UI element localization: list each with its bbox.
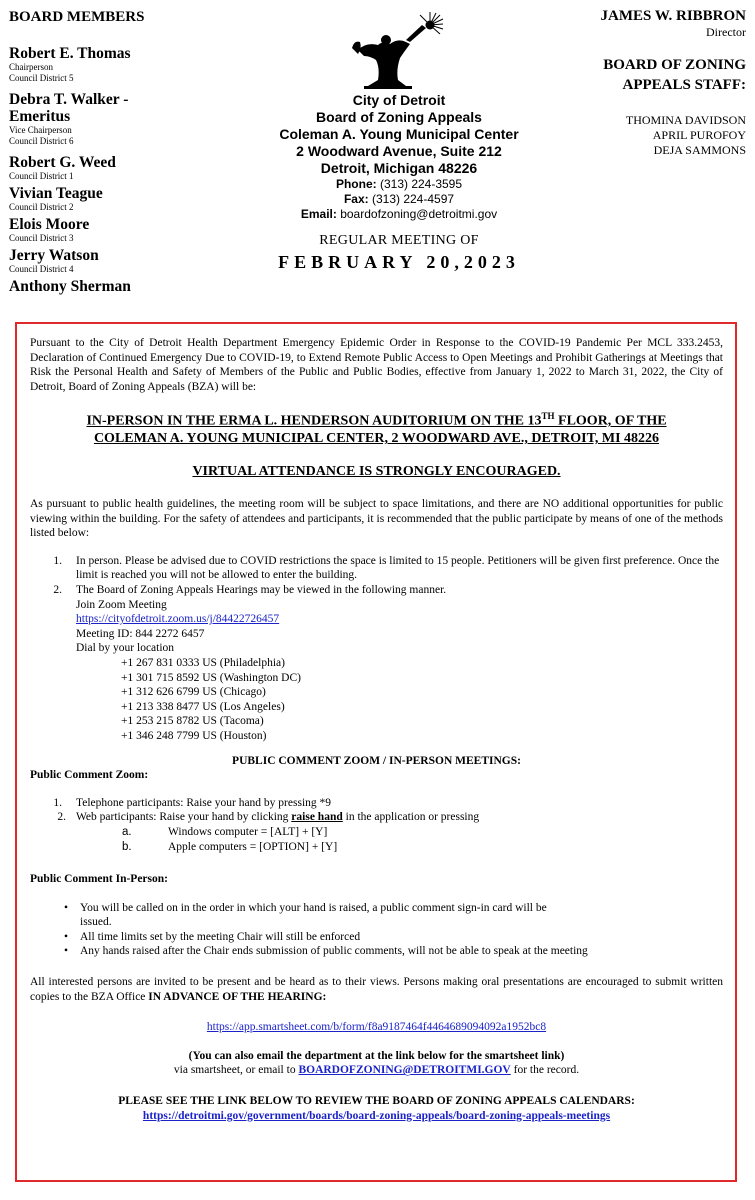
zoom-comment-list	[30, 796, 723, 854]
public-comment-heading: PUBLIC COMMENT ZOOM / IN-PERSON MEETINGS:	[232, 754, 521, 767]
list-text: Telephone participants: Raise your hand by pressing *9	[76, 796, 332, 809]
sub-list-item	[30, 840, 723, 855]
member-role: Chairperson	[9, 62, 53, 72]
meeting-notice-box	[15, 322, 737, 1182]
list-text-part: in the application or pressing	[342, 811, 480, 824]
attendance-methods-list	[30, 554, 723, 744]
location-superscript: TH	[541, 411, 555, 422]
invitation-paragraph	[30, 975, 723, 1004]
list-number: 1.	[53, 554, 62, 567]
bullet-text: Any hands raised after the Chair ends submission of public comments, will not be able to speak at the meeting	[80, 945, 588, 958]
bza-email-link[interactable]: BOARDOFZONING@DETROITMI.GOV	[298, 1064, 511, 1077]
member-district: Council District 6	[9, 136, 74, 146]
calendar-note: PLEASE SEE THE LINK BELOW TO REVIEW THE BOARD OF ZONING APPEALS CALENDARS:	[118, 1095, 635, 1108]
sub-list-item	[30, 825, 723, 840]
sub-list-text: Apple computers = [OPTION] + [Y]	[168, 840, 338, 853]
fax-line	[240, 192, 558, 207]
org-street: 2 Woodward Avenue, Suite 212	[296, 143, 502, 159]
zoom-meeting-link[interactable]: https://cityofdetroit.zoom.us/j/84422726457	[76, 613, 280, 626]
dial-number: +1 253 215 8782 US (Tacoma)	[121, 715, 264, 728]
list-text-main: The Board of Zoning Appeals Hearings may be viewed in the following manner.	[76, 584, 447, 596]
bullet-item	[30, 930, 723, 945]
phone-line	[240, 177, 558, 192]
list-item	[30, 796, 723, 811]
meeting-type: REGULAR MEETING OF	[319, 233, 479, 248]
calendar-link[interactable]: https://detroitmi.gov/government/boards/board-zoning-appeals/board-zoning-appeals-meetings	[142, 1109, 611, 1122]
spirit-of-detroit-logo	[344, 10, 454, 92]
email-label: Email:	[300, 207, 337, 221]
invitation-text: All interested persons are invited to be present and be heard as to their views. Persons making oral presentations are encouraged to submit written copies to the BZA Office	[30, 976, 723, 1003]
list-number: 2.	[57, 811, 66, 824]
location-heading	[30, 408, 723, 447]
list-text	[76, 810, 723, 825]
member-item	[9, 247, 249, 275]
member-role: Council District 1	[9, 171, 74, 181]
dial-label: Dial by your location	[76, 642, 175, 655]
fax-number: (313) 224-4597	[371, 192, 455, 206]
sub-list-text: Windows computer = [ALT] + [Y]	[168, 825, 328, 838]
fax-label: Fax:	[343, 192, 369, 206]
member-name: Robert G. Weed	[9, 154, 116, 171]
location-line-1: IN-PERSON IN THE ERMA L. HENDERSON AUDITORIUM ON THE 13	[86, 414, 542, 430]
list-number: 1.	[53, 796, 62, 809]
zoom-comment-heading: Public Comment Zoom:	[30, 769, 149, 782]
email-note: (You can also email the department at the link below for the smartsheet link)	[188, 1049, 565, 1062]
dial-number: +1 213 338 8477 US (Los Angeles)	[121, 700, 285, 713]
list-item	[30, 554, 723, 583]
bullet-item	[30, 944, 723, 959]
bullet-icon: •	[64, 945, 69, 958]
org-department: Board of Zoning Appeals	[316, 109, 482, 125]
member-role: Council District 3	[9, 233, 74, 243]
dial-number: +1 301 715 8592 US (Washington DC)	[121, 671, 301, 684]
dial-number: +1 346 248 7799 US (Houston)	[121, 729, 267, 742]
phone-label: Phone:	[335, 177, 377, 191]
list-item	[30, 810, 723, 825]
member-item	[9, 45, 249, 84]
location-line-2: COLEMAN A. YOUNG MUNICIPAL CENTER, 2 WOODWARD AVE., DETROIT, MI 48226	[93, 431, 660, 447]
dial-number: +1 312 626 6799 US (Chicago)	[121, 686, 266, 699]
org-name: City of Detroit	[352, 92, 446, 108]
email-line	[240, 207, 558, 222]
org-building: Coleman A. Young Municipal Center	[279, 126, 519, 142]
via-text: via smartsheet, or email to	[173, 1064, 299, 1077]
board-members-heading: BOARD MEMBERS	[9, 9, 145, 25]
in-person-comment-heading: Public Comment In-Person:	[30, 873, 168, 886]
bullet-icon: •	[64, 930, 69, 943]
member-item	[9, 278, 249, 295]
staff-heading-line-2: APPEALS STAFF:	[622, 77, 746, 93]
meeting-id: Meeting ID: 844 2272 6457	[76, 627, 205, 640]
staff-member: DEJA SAMMONS	[653, 143, 746, 157]
guidelines-paragraph: As pursuant to public health guidelines, the meeting room will be subject to space limitations, and there are NO additional opportunities for public viewing within the building. For the safety of attendees and participants, it is recommended that the public participate by means of one of the methods listed below:	[30, 498, 723, 540]
intro-paragraph: Pursuant to the City of Detroit Health Department Emergency Epidemic Order in Response to the COVID-19 Pandemic Per MCL 333.2453, Declaration of Continued Emergency Due to COVID-19, to Extend Remote Public Access to Open Meetings and Prohibit Gatherings at Meetings that Risk the Personal Health and Safety of Members of the Public and Public Bodies, effective from January 1, 2022 to March 31, 2022, the City of Detroit, Board of Zoning Appeals (BZA) will be:	[30, 337, 723, 393]
staff-list	[506, 113, 746, 158]
member-district: Council District 5	[9, 73, 74, 83]
virtual-attendance-heading: VIRTUAL ATTENDANCE IS STRONGLY ENCOURAGED.	[192, 464, 561, 480]
list-text-part: Web participants: Raise your hand by clicking	[76, 811, 292, 824]
member-name: Elois Moore	[9, 216, 90, 233]
member-item	[9, 216, 249, 244]
smartsheet-link-row	[30, 1020, 723, 1035]
member-role: Council District 4	[9, 264, 74, 274]
bullet-item	[30, 901, 723, 930]
board-members-column	[9, 6, 249, 304]
member-name: Anthony Sherman	[9, 278, 131, 295]
staff-heading	[506, 55, 746, 95]
member-name: Debra T. Walker - Emeritus	[9, 91, 129, 125]
in-person-comment-list	[30, 901, 723, 959]
bullet-text: All time limits set by the meeting Chair will still be enforced	[80, 930, 361, 943]
staff-member: APRIL PUROFOY	[652, 128, 746, 142]
phone-number: (313) 224-3595	[379, 177, 463, 191]
location-line-1b: FLOOR, OF THE	[554, 414, 667, 430]
via-email-line	[30, 1063, 723, 1078]
join-zoom-label: Join Zoom Meeting	[76, 598, 167, 611]
advance-notice-text: IN ADVANCE OF THE HEARING:	[148, 990, 327, 1003]
calendar-link-row	[30, 1109, 723, 1124]
raise-hand-text: raise hand	[291, 811, 343, 824]
member-item	[9, 185, 249, 213]
staff-heading-line-1: BOARD OF ZONING	[603, 57, 746, 73]
member-role: Vice Chairperson	[9, 125, 72, 135]
dial-number: +1 267 831 0333 US (Philadelphia)	[121, 656, 285, 669]
email-address: boardofzoning@detroitmi.gov	[340, 207, 498, 221]
list-number: 2.	[53, 584, 62, 596]
meeting-date: FEBRUARY 20,2023	[278, 252, 520, 272]
list-text: In person. Please be advised due to COVID restrictions the space is limited to 15 people. Petitioners will be given first preference. Once the limit is reached you will not be allowed to enter the building.	[76, 554, 720, 582]
sub-list-letter: a.	[122, 825, 132, 838]
smartsheet-link[interactable]: https://app.smartsheet.com/b/form/f8a9187464f4464689094092a1952bc8	[206, 1021, 547, 1034]
staff-member: THOMINA DAVIDSON	[625, 113, 746, 127]
bullet-text: You will be called on in the order in which your hand is raised, a public comment sign-in card will be issued.	[80, 901, 547, 929]
sub-list-letter: b.	[122, 840, 132, 853]
list-item	[30, 583, 723, 656]
list-text	[76, 583, 723, 656]
member-role: Council District 2	[9, 202, 74, 212]
director-name: JAMES W. RIBBRON	[600, 8, 746, 24]
member-item	[9, 154, 249, 182]
director-title: Director	[706, 25, 746, 39]
dial-number-list	[30, 656, 723, 744]
member-name: Jerry Watson	[9, 247, 99, 264]
bullet-icon: •	[64, 901, 69, 914]
org-city: Detroit, Michigan 48226	[320, 160, 478, 176]
via-text-end: for the record.	[510, 1064, 580, 1077]
member-name: Vivian Teague	[9, 185, 103, 202]
member-item	[9, 91, 249, 147]
member-name: Robert E. Thomas	[9, 45, 131, 62]
director-column	[506, 8, 746, 158]
